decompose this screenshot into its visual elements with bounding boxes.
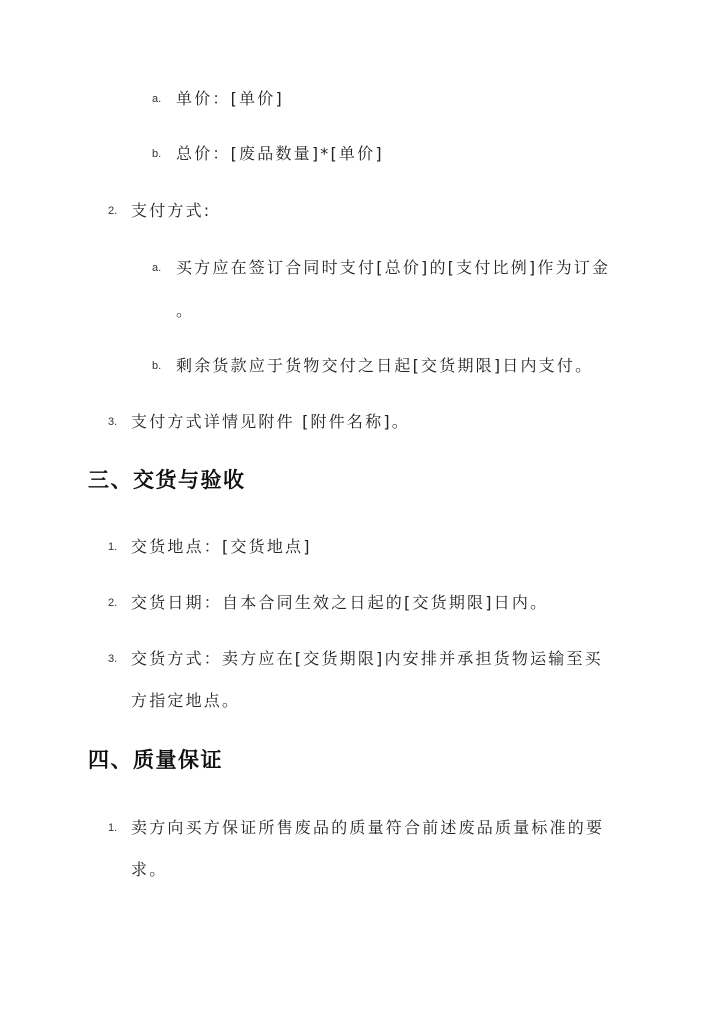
list-item	[0, 644, 720, 674]
list-marker: b.	[152, 360, 162, 372]
list-marker: 1.	[108, 822, 118, 834]
list-item-text: 交货日期：自本合同生效之日起的[交货期限]日内。	[131, 593, 549, 612]
list-item	[0, 253, 720, 283]
list-item-text: 总价：[废品数量]*[单价]	[176, 144, 384, 163]
list-marker: 3.	[108, 653, 118, 665]
list-item-text: 卖方向买方保证所售废品的质量符合前述废品质量标准的要	[131, 818, 605, 837]
list-item-text: 支付方式:	[131, 201, 212, 220]
list-item	[0, 84, 720, 114]
list-marker: a.	[152, 262, 162, 274]
list-item-text: 。	[176, 301, 195, 320]
list-item-text: 剩余货款应于货物交付之日起[交货期限]日内支付。	[176, 356, 594, 375]
list-item-text: 单价：[单价]	[176, 89, 284, 108]
section-heading: 四、质量保证	[88, 748, 223, 772]
list-marker: 2.	[108, 597, 118, 609]
list-item-text: 支付方式详情见附件 [附件名称]。	[131, 412, 410, 431]
list-marker: b.	[152, 148, 162, 160]
list-item	[0, 351, 720, 381]
list-marker: a.	[152, 93, 162, 105]
list-item-continuation	[0, 686, 720, 716]
list-item-text: 买方应在签订合同时支付[总价]的[支付比例]作为订金	[176, 258, 611, 277]
list-item-text: 方指定地点。	[131, 691, 241, 710]
list-item	[0, 813, 720, 843]
list-marker: 3.	[108, 416, 118, 428]
list-marker: 2.	[108, 205, 118, 217]
section-heading: 三、交货与验收	[88, 468, 246, 492]
list-item-text: 交货方式：卖方应在[交货期限]内安排并承担货物运输至买	[131, 649, 603, 668]
list-item-continuation	[0, 296, 720, 326]
list-item	[0, 532, 720, 562]
list-item-continuation	[0, 855, 720, 885]
list-item	[0, 139, 720, 169]
list-item-text: 求。	[131, 860, 168, 879]
list-item	[0, 196, 720, 226]
list-item	[0, 407, 720, 437]
list-item-text: 交货地点：[交货地点]	[131, 537, 312, 556]
list-item	[0, 588, 720, 618]
list-marker: 1.	[108, 541, 118, 553]
